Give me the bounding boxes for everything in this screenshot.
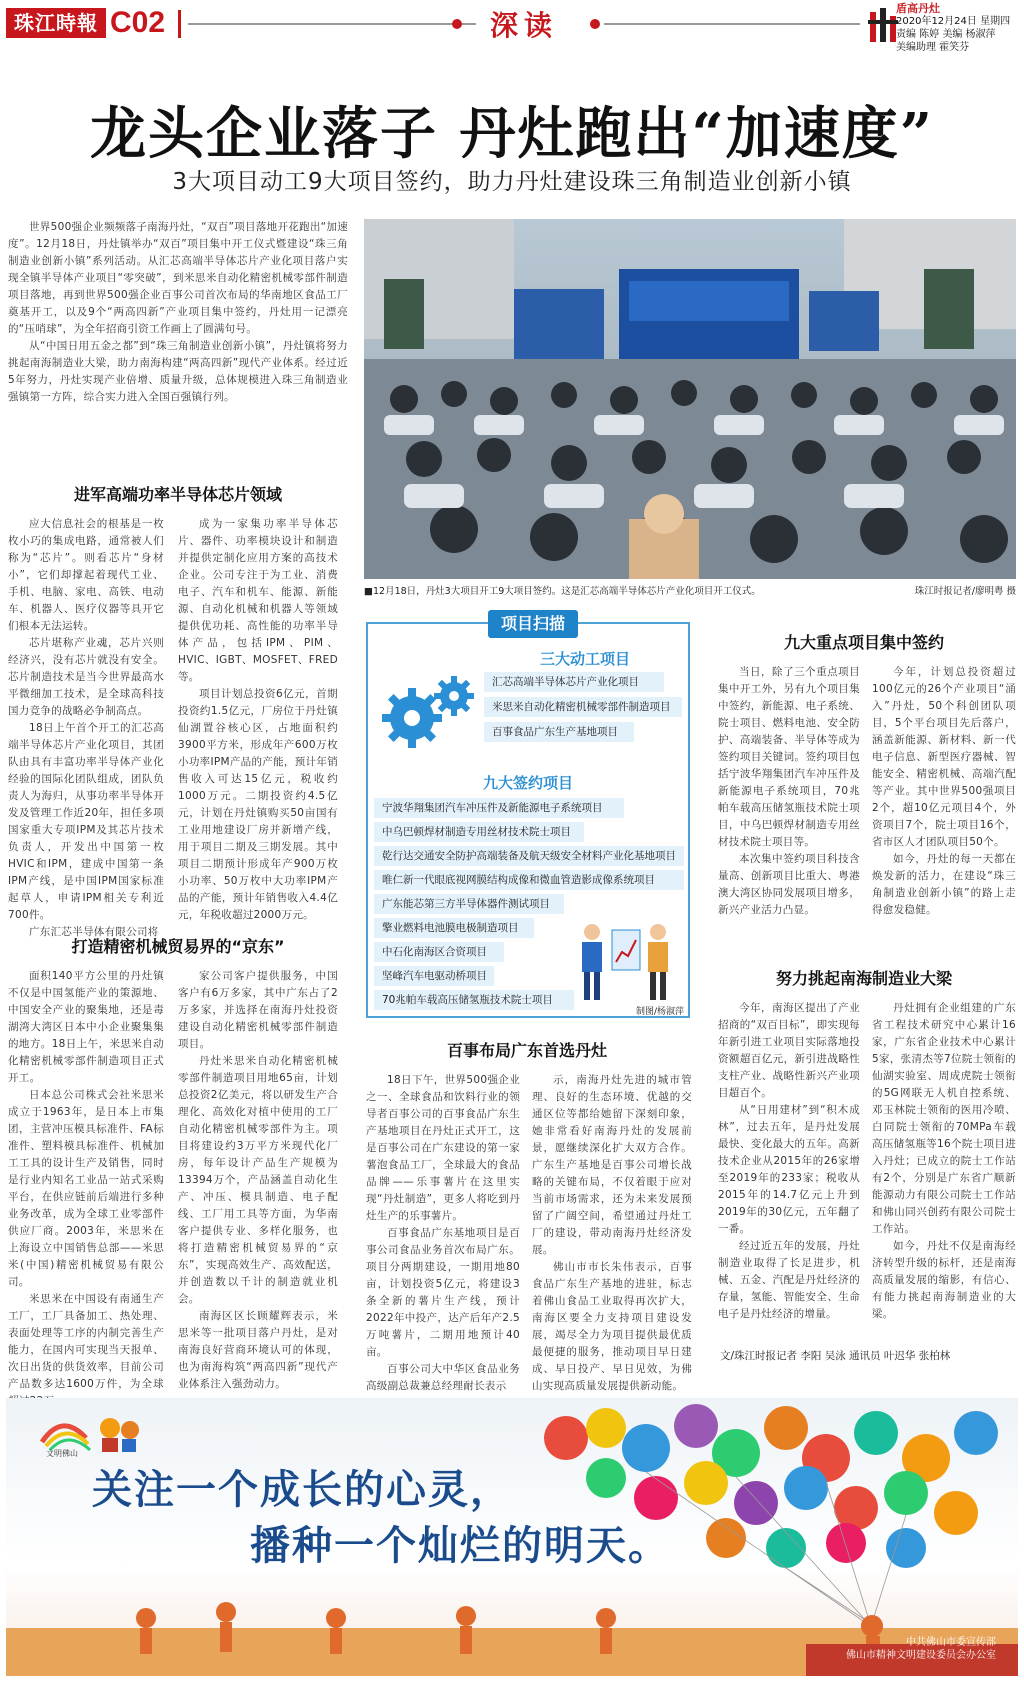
section4-column-1 bbox=[718, 664, 860, 919]
body-paragraph: 百事食品广东基地项目是百事公司食品业务首次布局广东。项目分两期建设，一期用地80亩，计划投资5亿元，将建设3条全新的薯片生产线，预计2022年中投产，达产后年产2.5万吨薯片，二期用地预计40亩。 bbox=[366, 1227, 520, 1358]
editor-assistant-line: 美编助理 霍笑芬 bbox=[896, 42, 970, 53]
banner-slogan-line1: 关注一个成长的心灵， bbox=[92, 1466, 512, 1513]
danzao-logo-icon bbox=[866, 6, 900, 46]
started-project-item: 米思米自动化精密机械零部件制造项目 bbox=[484, 697, 682, 717]
newspaper-logo: 珠江時報 bbox=[6, 8, 106, 38]
public-service-banner bbox=[6, 1398, 1018, 1676]
signed-project-item: 中石化南海区合资项目 bbox=[374, 942, 504, 962]
section4-column-2 bbox=[872, 664, 1016, 919]
section1-column-2 bbox=[178, 516, 338, 924]
signed-project-item: 唯仁新一代眼底视网膜结构成像和微血管造影成像系统项目 bbox=[374, 870, 684, 890]
body-paragraph: 示，南海丹灶先进的城市管理、良好的生态环境、优越的交通区位等都给她留下深刻印象，她非常看好南海丹灶的发展前景，愿继续深化扩大双方合作。广东生产基地是百事公司增长战略的关键布局，不仅着眼于应对当前市场需求，还为未来发展预留了广阔空间，希望通过丹灶工厂的建设，带动南海丹灶经济发展。 bbox=[532, 1074, 692, 1256]
section-title-backbone: 努力挑起南海制造业大梁 bbox=[775, 969, 952, 988]
header-meta bbox=[896, 2, 1010, 54]
photo-credit: 珠江时报记者/廖明粤 摄 bbox=[914, 586, 1016, 597]
header-rule-left bbox=[188, 23, 476, 25]
section5-column-2 bbox=[872, 1000, 1016, 1323]
body-paragraph: 百事公司大中华区食品业务高级副总裁兼总经理耐长表示 bbox=[366, 1363, 520, 1392]
page-number: C02 bbox=[110, 6, 166, 39]
section-name: 深读 bbox=[490, 9, 559, 42]
body-paragraph: 项目计划总投资6亿元，首期投资约1.5亿元，厂房位于丹灶镇仙湖置谷核心区，占地面积约3900平方米，形成年产600万枚小功率IPM产品的产能，预计年销售收入可达15亿元，税收约1000万元。二期投资约4.5亿元，计划在丹灶镇购买50亩国有工业用地建设厂房并新增产线，用于项目二期及三期发展。其中项目二期预计形成年产900万枚小功率、50万枚中大功率IPM产品的产能，预计年销售收入4.4亿元，年税收超过2000万元。 bbox=[178, 688, 338, 921]
banner-logo-text: 文明佛山 bbox=[46, 1449, 78, 1458]
lead-paragraph: 从“中国日用五金之都”到“珠三角制造业创新小镇”，丹灶镇将努力挑起南海制造业大梁，助力南海构建“两高四新”现代产业体系。经过近5年努力，丹灶实现产业倍增、质量升级，总体规模进入珠三角制造业强镇第一方阵，综合实力进入全国百强镇行列。 bbox=[8, 340, 348, 403]
body-paragraph: 本次集中签约项目科技含量高、创新项目比重大、粤港澳大湾区协同发展项目增多，新兴产业活力凸显。 bbox=[718, 853, 860, 916]
signed-project-item: 广东能芯第三方半导体器件测试项目 bbox=[374, 894, 564, 914]
brand-name: 盾高丹灶 bbox=[896, 2, 940, 15]
body-paragraph: 如今，丹灶不仅是南海经济转型升级的标杆，还是南海高质量发展的缩影，有信心、有能力挑起南海制造业的大梁。 bbox=[872, 1240, 1016, 1320]
project-scan-tag: 项目扫描 bbox=[488, 610, 578, 638]
body-paragraph: 从“日用建材”到“积木成林”，过去五年，是丹灶发展最快、变化最大的五年。高新技术企业从2015年的26家增至2019年的233家；税收从2015年的14.7亿元上升到2019年的30亿元，五年翻了一番。 bbox=[718, 1104, 860, 1235]
ceremony-photo bbox=[364, 219, 1016, 579]
body-paragraph: 家公司客户提供服务，中国客户有6万多家，其中广东占了2万多家，并选择在南海丹灶投资建设自动化精密机械零部件制造项目。 bbox=[178, 970, 338, 1050]
body-paragraph: 成为一家集功率半导体芯片、器件、功率模块设计和制造并提供定制化应用方案的高技术企业。公司专注于为工业、消费电子、汽车和机车、能源、新能源、自动化机械和机器人等领域提供优功耗、高性能的功率半导体产品，包括IPM、PIM、HVIC、IGBT、MOSFET、FRED等。 bbox=[178, 518, 338, 683]
section1-column-1 bbox=[8, 516, 164, 941]
banner-slogan-line2: 播种一个灿烂的明天。 bbox=[250, 1522, 670, 1569]
lead-paragraph: 世界500强企业频频落子南海丹灶，“双百”项目落地开花跑出“加速度”。12月18日，丹灶镇举办“双百”项目集中开工仪式暨建设“珠三角制造业创新小镇”系列活动。从汇芯高端半导体芯片产业化项目落户实现全镇半导体产业项目“零突破”，到米思米自动化精密机械零部件制造项目落地，再到世界500强企业百事公司首次布局的华南地区食品工厂奠基开工，以及9个“两高四新”产业项目集中签约，丹灶用一记漂亮的“压哨球”，为全年招商引资工作画上了圆满句号。 bbox=[8, 221, 348, 335]
banner-organizer bbox=[846, 1636, 996, 1662]
body-paragraph: 应大信息社会的根基是一枚枚小巧的集成电路，通常被人们称为“芯片”。则看芯片“身材小”，它们却撑起着现代工业、手机、电脑、家电、高铁、电动车、机器人、医疗仪器等具开它们根本无法运转。 bbox=[8, 518, 164, 632]
editor-line: 责编 陈婷 美编 杨淑萍 bbox=[896, 29, 996, 40]
header-dot-left bbox=[452, 19, 462, 29]
section-title-semiconductor: 进军高端功率半导体芯片领域 bbox=[73, 485, 282, 504]
lead-paragraphs bbox=[8, 219, 348, 406]
signed-project-item: 坚峰汽车电驱动桥项目 bbox=[374, 966, 494, 986]
section-title-pepsico: 百事布局广东首选丹灶 bbox=[446, 1041, 607, 1060]
organizer-line: 中共佛山市委宣传部 bbox=[906, 1637, 996, 1648]
header-divider bbox=[178, 10, 181, 38]
subheadline: 3大项目动工9大项目签约，助力丹灶建设珠三角制造业创新小镇 bbox=[172, 169, 852, 195]
body-paragraph: 丹灶拥有企业组建的广东省工程技术研究中心累计16家，广东省企业技术中心累计5家，张清杰等7位院士领衔的仙湖实验室、周成虎院士领衔的5G网联无人机自控系统、邓玉林院士领衔的医用冷喷、白同院士领衔的70MPa车载高压储氢瓶等16个院士项目进入丹灶；已成立的院士工作站有2个，分别是广东省广顺新能源动力有限公司院士工作站和佛山同兴创药有限公司院士工作站。 bbox=[872, 1002, 1016, 1235]
organizer-line: 佛山市精神文明建设委员会办公室 bbox=[846, 1650, 996, 1661]
body-paragraph: 今年，计划总投资超过100亿元的26个产业项目“涌入”丹灶，50个科创团队项目，5个平台项目先后落户，涵盖新能源、新材料、新一代电子信息、新型医疗器械、智能安全、精密机械、高端汽配等产业。其中世界500强项目2个，超10亿元项目4个，外资项目7个，院士项目16个，省市区人才团队项目50个。 bbox=[872, 666, 1016, 848]
header-dot-right bbox=[590, 19, 600, 29]
signed-project-item: 中乌巴顿焊材制造专用丝材技术院士项目 bbox=[374, 822, 584, 842]
started-project-item: 百事食品广东生产基地项目 bbox=[484, 722, 634, 742]
body-paragraph: 南海区区长顾耀辉表示，米思米等一批项目落户丹灶，是对南海良好营商环境认可的体现，也为南海构筑“两高四新”现代产业体系注入强劲动力。 bbox=[178, 1310, 338, 1390]
body-paragraph: 米思米在中国设有南通生产工厂，工厂具备加工、热处理、表面处理等工序的内制完善生产能力，在国内可实现当天报单、次日出货的供货效率，目前公司产品数多达1600万件，为全球 bbox=[8, 1293, 164, 1390]
caption-text: ■12月18日，丹灶3大项目开工9大项目签约。这是汇芯高端半导体芯片产业化项目开工仪式。 bbox=[364, 586, 761, 597]
body-paragraph: 如今，丹灶的每一天都在焕发新的活力，在建设“珠三角制造业创新小镇”的路上走得愈发稳健。 bbox=[872, 853, 1016, 916]
section-title-misumi: 打造精密机械贸易界的“京东” bbox=[71, 937, 285, 956]
started-project-item: 汇芯高端半导体芯片产业化项目 bbox=[484, 672, 664, 692]
headline: 龙头企业落子 丹灶跑出“加速度” bbox=[90, 101, 934, 167]
signed-project-item: 擎业燃料电池膜电极制造项目 bbox=[374, 918, 534, 938]
body-paragraph: 18日上午首个开工的汇芯高端半导体芯片产业化项目，其团队由具有丰富功率半导体产业化经验的国际化团队组成，团队负责人为海归，从事功率半导体开发及管理工作近20年，担任多项国家重大专项IPM及其芯片技术负责人，开发出中国第一枚HVIC和IPM，建成中国第一条IPM产线，是中国IPM国家标准起草人，申请IPM相关专利近700件。 bbox=[8, 722, 164, 921]
gears-icon bbox=[372, 656, 482, 766]
group-title-started: 三大动工项目 bbox=[539, 650, 630, 668]
body-paragraph: 18日下午，世界500强企业之一、全球食品和饮料行业的领导者百事公司的百事食品广东生产基地项目在丹灶正式开工，这是百事公司在广东建设的第一家薯泡食品工厂，全球最大的食品品牌——乐事薯片在这里实现“丹灶制造”，更多人将吃到丹灶生产的乐事薯片。 bbox=[366, 1074, 520, 1222]
body-paragraph: 经过近五年的发展，丹灶制造业取得了长足进步，机械、五金、汽配是丹灶经济的存量，氢能、智能安全、生命电子是丹灶经济的增量。 bbox=[718, 1240, 860, 1320]
graphic-credit: 制图/杨淑萍 bbox=[636, 1007, 685, 1017]
body-paragraph: 佛山市市长朱伟表示，百事食品广东生产基地的进驻，标志着佛山食品工业取得再次扩大，南海区要全力支持项目建设发展，竭尽全力为项目提供最优质最便捷的服务，推动项目早日建成、早日投产、早日见效，为佛山实现高质量发展提供新动能。 bbox=[532, 1261, 692, 1392]
signed-project-item: 70兆帕车载高压储氢瓶技术院士项目 bbox=[374, 990, 574, 1010]
body-paragraph: 今年，南海区提出了产业招商的“双百目标”，即实现每年新引进工业项目实际落地投资额超百亿元，新引进战略性支柱产业、战略性新兴产业项目超百个。 bbox=[718, 1002, 860, 1099]
body-paragraph: 面积140平方公里的丹灶镇不仅是中国氢能产业的策源地、中国安全产业的聚集地，还是毒湖湾大湾区日本中小企业聚集集的地方。18日上午，米思米自动化精密机械零部件制造项目正式开工。 bbox=[8, 970, 164, 1084]
masthead bbox=[0, 0, 1024, 53]
signed-project-item: 宁波华翔集团汽车冲压件及新能源电子系统项目 bbox=[374, 798, 624, 818]
business-people-icon bbox=[570, 920, 680, 1004]
body-paragraph: 丹灶米思米自动化精密机械零部件制造项目用地65亩，计划总投资2亿美元，将以研发生产合理化、高效化对植中使用的工厂自动化精密机械零部件为主。项目将建设约3万平方米现代化厂房，每年设计产品生产规模为13394万个，产品涵盖自动化生产、冲压、模具制造、电子配线、工厂用工具等方面，为华南客户提供专业、多样化服务，也将打造精密机械贸易界的“京东”，实现高效生产、高效配送，并创造数以千计的制造就业机会。 bbox=[178, 1055, 338, 1305]
photo-caption bbox=[364, 583, 1016, 597]
byline: 文/珠江时报记者 李阳 吴泳 通讯员 叶迟华 张柏林 bbox=[720, 1350, 951, 1362]
section2-column-2 bbox=[178, 968, 338, 1393]
section3-column-2 bbox=[532, 1072, 692, 1395]
section3-column-1 bbox=[366, 1072, 520, 1395]
body-paragraph: 广东汇芯半导体有限公司将 bbox=[29, 926, 159, 938]
section-title-signing: 九大重点项目集中签约 bbox=[783, 633, 944, 652]
body-paragraph: 芯片堪称产业魂，芯片兴则经济兴，没有芯片就没有安全。芯片制造技术是当今世界最高水平微细加工技术，是全球高科技国力竞争的战略必争制高点。 bbox=[8, 637, 164, 717]
header-rule-right bbox=[604, 23, 860, 25]
section2-column-1 bbox=[8, 968, 164, 1410]
group-title-signed: 九大签约项目 bbox=[482, 774, 573, 792]
signed-project-item: 乾行达交通安全防护高端装备及航天级安全材料产业化基地项目 bbox=[374, 846, 684, 866]
issue-date: 2020年12月24日 星期四 bbox=[896, 16, 1011, 27]
body-paragraph: 当日，除了三个重点项目集中开工外，另有九个项目集中签约，新能源、电子系统、院士项目、燃料电池、安全防护、高端装备、半导体等成为签约项目关键词。签约项目包括宁波华翔集团汽车冲压件及新能源电子系统项目，70兆帕车载高压储氢瓶技术院士项目，中乌巴顿焊材制造专用丝材技术院士项目等。 bbox=[718, 666, 860, 848]
body-paragraph: 日本总公司株式会社米思米成立于1963年，是日本上市集团，主营冲压模具标准件、FA标准件、塑料模具标准件、机械加工工具的设计生产及销售，同时是行业内知名工业品一站式采购平台，在供应链前后端进行多种业务改革，成为全球工业零部件供应厂商。2003年，米思米在上海设立中国销售总部——米思米(中国)精密机械贸易有限公司。 bbox=[8, 1089, 164, 1288]
section5-column-1 bbox=[718, 1000, 860, 1323]
